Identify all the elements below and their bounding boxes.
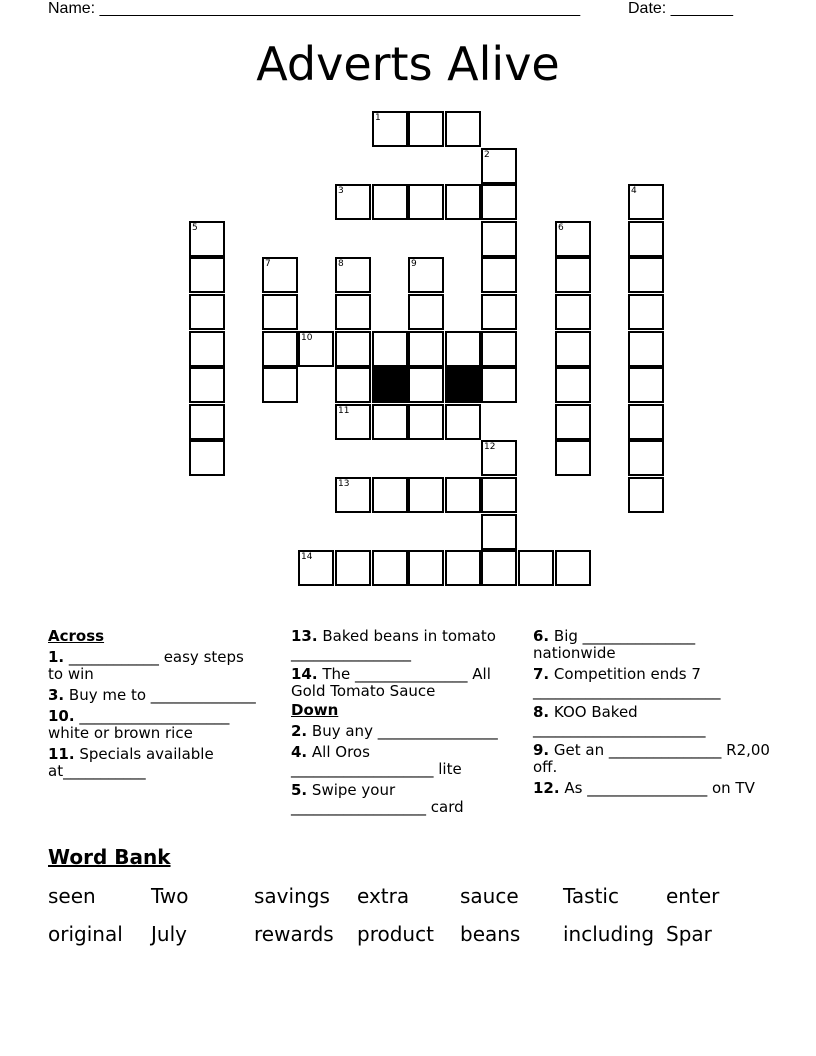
clue-number: 5	[192, 223, 198, 233]
clues-column-1	[48, 628, 263, 784]
clue-number: 9	[411, 259, 417, 269]
clues-column-3	[533, 628, 773, 801]
crossword-cell[interactable]	[335, 367, 371, 403]
crossword-cell[interactable]	[335, 184, 371, 220]
clue-number: 13	[338, 479, 350, 489]
crossword-cell[interactable]	[335, 331, 371, 367]
crossword-cell[interactable]	[445, 477, 481, 513]
crossword-cell[interactable]	[555, 257, 591, 293]
clue-down-6: 6. Big _______________ nationwide	[533, 627, 696, 662]
clue-number: 10	[301, 333, 313, 343]
crossword-cell[interactable]	[372, 331, 408, 367]
crossword-cell[interactable]	[262, 367, 298, 403]
crossword-cell[interactable]	[189, 221, 225, 257]
crossword-cell[interactable]	[628, 404, 664, 440]
clues-column-2	[291, 628, 509, 820]
crossword-cell[interactable]	[335, 477, 371, 513]
word-bank-item: beans	[460, 922, 521, 946]
crossword-cell[interactable]	[555, 550, 591, 586]
crossword-cell[interactable]	[372, 477, 408, 513]
date-field-label: Date: _______	[628, 0, 733, 17]
crossword-cell[interactable]	[189, 294, 225, 330]
clue-down-7: 7. Competition ends 7 _________________________	[533, 665, 721, 700]
crossword-cell[interactable]	[481, 550, 517, 586]
crossword-cell[interactable]	[372, 550, 408, 586]
crossword-cell[interactable]	[481, 257, 517, 293]
crossword-cell[interactable]	[481, 440, 517, 476]
crossword-cell[interactable]	[481, 477, 517, 513]
crossword-cell[interactable]	[408, 294, 444, 330]
crossword-cell[interactable]	[189, 331, 225, 367]
crossword-cell[interactable]	[335, 294, 371, 330]
crossword-cell[interactable]	[555, 404, 591, 440]
clue-number: 6	[558, 223, 564, 233]
crossword-cell[interactable]	[445, 404, 481, 440]
crossword-cell[interactable]	[555, 367, 591, 403]
clue-number: 8	[338, 259, 344, 269]
crossword-cell[interactable]	[481, 367, 517, 403]
crossword-cell[interactable]	[628, 331, 664, 367]
word-bank-item: rewards	[254, 922, 334, 946]
clue-across-1: 1. ____________ easy steps to win	[48, 648, 244, 683]
word-bank-item: Two	[151, 884, 189, 908]
crossword-cell[interactable]	[262, 331, 298, 367]
word-bank-item: enter	[666, 884, 720, 908]
crossword-cell[interactable]	[372, 111, 408, 147]
clue-across-13: 13. Baked beans in tomato ________________	[291, 627, 496, 662]
word-bank-item: Tastic	[563, 884, 619, 908]
crossword-block-cell	[445, 367, 481, 403]
crossword-cell[interactable]	[408, 184, 444, 220]
crossword-cell[interactable]	[445, 184, 481, 220]
crossword-cell[interactable]	[408, 257, 444, 293]
crossword-cell[interactable]	[335, 404, 371, 440]
clue-down-4: 4. All Oros ___________________ lite	[291, 743, 462, 778]
crossword-cell[interactable]	[628, 257, 664, 293]
word-bank-item: Spar	[666, 922, 712, 946]
word-bank-item: original	[48, 922, 123, 946]
clue-number: 2	[484, 150, 490, 160]
page-title: Adverts Alive	[256, 37, 560, 91]
crossword-cell[interactable]	[481, 331, 517, 367]
crossword-cell[interactable]	[518, 550, 554, 586]
clue-number: 12	[484, 442, 496, 452]
crossword-cell[interactable]	[628, 184, 664, 220]
clue-number: 14	[301, 552, 313, 562]
crossword-cell[interactable]	[408, 550, 444, 586]
crossword-block-cell	[372, 367, 408, 403]
crossword-cell[interactable]	[372, 184, 408, 220]
word-bank-item: including	[563, 922, 655, 946]
clue-number: 4	[631, 186, 637, 196]
word-bank-item: product	[357, 922, 434, 946]
crossword-cell[interactable]	[189, 367, 225, 403]
clue-across-11: 11. Specials available at___________	[48, 745, 214, 780]
crossword-cell[interactable]	[481, 221, 517, 257]
clue-number: 11	[338, 406, 350, 416]
crossword-cell[interactable]	[189, 404, 225, 440]
crossword-cell[interactable]	[189, 440, 225, 476]
clue-number: 1	[375, 113, 381, 123]
clue-down-8: 8. KOO Baked _______________________	[533, 703, 706, 738]
crossword-cell[interactable]	[408, 331, 444, 367]
crossword-cell[interactable]	[408, 111, 444, 147]
crossword-cell[interactable]	[408, 477, 444, 513]
clue-across-14: 14. The _______________ All Gold Tomato Sauce	[291, 665, 491, 700]
crossword-cell[interactable]	[555, 221, 591, 257]
clue-across-3: 3. Buy me to ______________	[48, 686, 256, 704]
crossword-cell[interactable]	[298, 550, 334, 586]
crossword-cell[interactable]	[555, 440, 591, 476]
crossword-cell[interactable]	[555, 331, 591, 367]
word-bank-item: July	[151, 922, 187, 946]
crossword-cell[interactable]	[628, 440, 664, 476]
clue-down-2: 2. Buy any ________________	[291, 722, 498, 740]
clue-down-12: 12. As ________________ on TV	[533, 779, 755, 797]
crossword-cell[interactable]	[262, 294, 298, 330]
crossword-cell[interactable]	[445, 111, 481, 147]
clue-number: 7	[265, 259, 271, 269]
crossword-cell[interactable]	[628, 294, 664, 330]
word-bank-item: savings	[254, 884, 330, 908]
crossword-cell[interactable]	[481, 294, 517, 330]
crossword-cell[interactable]	[481, 184, 517, 220]
word-bank-title: Word Bank	[48, 845, 171, 869]
crossword-cell[interactable]	[445, 331, 481, 367]
name-field-label: Name: ______________________________________________________	[48, 0, 581, 17]
crossword-cell[interactable]	[628, 477, 664, 513]
clue-down-5: 5. Swipe your __________________ card	[291, 781, 464, 816]
word-bank-item: sauce	[460, 884, 519, 908]
crossword-cell[interactable]	[372, 404, 408, 440]
crossword-cell[interactable]	[408, 367, 444, 403]
crossword-cell[interactable]	[481, 148, 517, 184]
word-bank-item: extra	[357, 884, 410, 908]
crossword-cell[interactable]	[298, 331, 334, 367]
crossword-cell[interactable]	[555, 294, 591, 330]
clue-number: 3	[338, 186, 344, 196]
crossword-cell[interactable]	[628, 221, 664, 257]
crossword-cell[interactable]	[445, 550, 481, 586]
crossword-cell[interactable]	[628, 367, 664, 403]
crossword-cell[interactable]	[481, 514, 517, 550]
across-heading: Across	[48, 627, 105, 645]
crossword-cell[interactable]	[335, 257, 371, 293]
clue-across-10: 10. ____________________ white or brown rice	[48, 707, 230, 742]
crossword-cell[interactable]	[408, 404, 444, 440]
clue-down-9: 9. Get an _______________ R2,00 off.	[533, 741, 770, 776]
word-bank-item: seen	[48, 884, 96, 908]
crossword-cell[interactable]	[335, 550, 371, 586]
crossword-cell[interactable]	[189, 257, 225, 293]
down-heading: Down	[291, 701, 339, 719]
crossword-cell[interactable]	[262, 257, 298, 293]
